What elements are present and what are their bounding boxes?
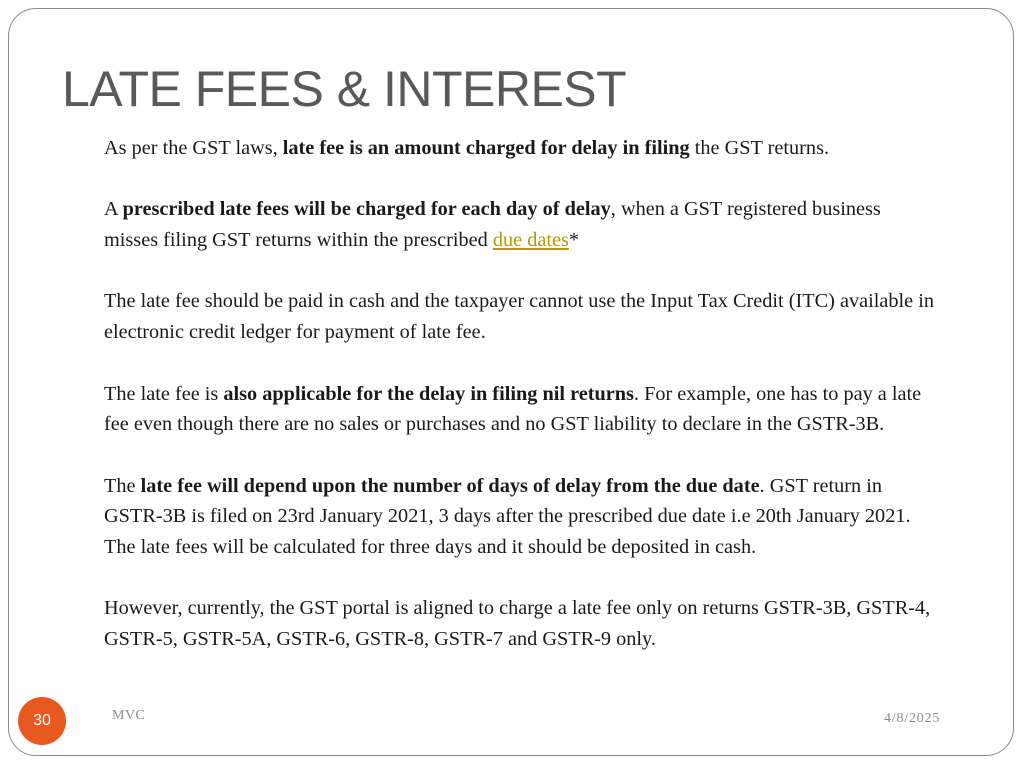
text: * (568, 229, 580, 252)
paragraph-prescribed-fees (104, 194, 934, 255)
text: The late fee should be paid in cash and the taxpayer cannot use the Input Tax Credit (ITC) available in electronic credit ledger for payment of late fee. (104, 290, 935, 344)
text: . For example, one has to pay a late fee even though there are no sales or purchases and no GST liability to declare in the GSTR-3B. (104, 382, 922, 436)
bold-text: also applicable for the delay in filing nil returns (223, 382, 634, 405)
bold-text: late fee is an amount charged for delay in filing (282, 137, 690, 159)
slide-title: LATE FEES & INTEREST (62, 61, 627, 117)
text: The late fee is (104, 382, 224, 405)
paragraph-gst-portal-returns (104, 593, 934, 654)
text: However, currently, the GST portal is aligned to charge a late fee only on returns GSTR-3B, GSTR-4, GSTR-5, GSTR-5A, GSTR-6, GSTR-8, GSTR-7 and GSTR-9 only. (104, 597, 931, 651)
paragraph-cash-payment (104, 286, 934, 347)
text: A (104, 198, 123, 221)
paragraph-late-fee-definition (104, 133, 934, 164)
due-dates-link[interactable]: due dates (492, 229, 569, 252)
bold-text: late fee will depend upon the number of days of delay from the due date (140, 474, 760, 497)
paragraph-nil-returns (104, 379, 934, 440)
text: . GST return in GSTR-3B is filed on 23rd January 2021, 3 days after the prescribed due date i.e 20th January 2021. The late fees will be calculated for three days and it should be deposited in cash. (104, 474, 911, 559)
footer-label: MVC (112, 708, 146, 723)
text: , when a GST registered business misses filing GST returns within the prescribed (104, 198, 881, 252)
footer-date: 4/8/2025 (884, 711, 941, 726)
text: The (104, 474, 141, 497)
bold-text: prescribed late fees will be charged for each day of delay (122, 198, 611, 221)
paragraph-days-of-delay (104, 471, 934, 563)
text: the GST returns. (689, 137, 830, 159)
text: As per the GST laws, (104, 137, 283, 159)
slide-body (104, 133, 934, 686)
page-number-badge: 30 (18, 697, 66, 745)
